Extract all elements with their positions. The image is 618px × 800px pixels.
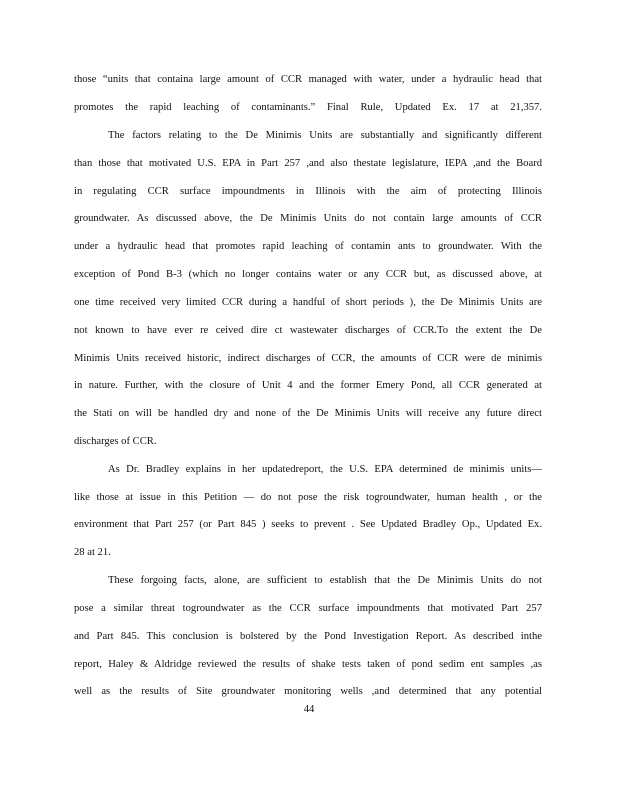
text-line: under a hydraulic head that promotes rapid leaching of contamin ants to groundwater. With the bbox=[74, 241, 542, 252]
text-line: the Stati on will be handled dry and none of the De Minimis Units will receive any future direct bbox=[74, 408, 542, 419]
text-line: Minimis Units received historic, indirect discharges of CCR, the amounts of CCR were de minimis bbox=[74, 353, 542, 364]
text-line: groundwater. As discussed above, the De Minimis Units do not contain large amounts of CCR bbox=[74, 213, 542, 224]
text-line: environment that Part 257 (or Part 845 ) seeks to prevent . See Updated Bradley Op., Updated Ex. bbox=[74, 519, 542, 530]
text-line: These forgoing facts, alone, are sufficient to establish that the De Minimis Units do not bbox=[108, 575, 542, 586]
text-line: report, Haley & Aldridge reviewed the results of shake tests taken of pond sedim ent samples ,as bbox=[74, 659, 542, 670]
text-line: pose a similar threat togroundwater as the CCR surface impoundments that motivated Part 257 bbox=[74, 603, 542, 614]
text-line: in regulating CCR surface impoundments in Illinois with the aim of protecting Illinois bbox=[74, 186, 542, 197]
text-line: one time received very limited CCR during a handful of short periods ), the De Minimis Units are bbox=[74, 297, 542, 308]
page-number: 44 bbox=[303, 704, 315, 715]
text-line: like those at issue in this Petition — do not pose the risk togroundwater, human health , or the bbox=[74, 492, 542, 503]
text-line: 28 at 21. bbox=[74, 547, 111, 558]
text-line: and Part 845. This conclusion is bolstered by the Pond Investigation Report. As described inthe bbox=[74, 631, 542, 642]
text-line: discharges of CCR. bbox=[74, 436, 157, 447]
text-line: those “units that containa large amount of CCR managed with water, under a hydraulic head that bbox=[74, 74, 542, 85]
text-line: The factors relating to the De Minimis Units are substantially and significantly different bbox=[108, 130, 542, 141]
text-line: promotes the rapid leaching of contaminants.” Final Rule, Updated Ex. 17 at 21,357. bbox=[74, 102, 542, 113]
text-line: well as the results of Site groundwater monitoring wells ,and determined that any potential bbox=[74, 686, 542, 697]
text-line: As Dr. Bradley explains in her updatedreport, the U.S. EPA determined de minimis units— bbox=[108, 464, 542, 475]
text-line: exception of Pond B-3 (which no longer contains water or any CCR but, as discussed above, at bbox=[74, 269, 542, 280]
text-line: in nature. Further, with the closure of Unit 4 and the former Emery Pond, all CCR generated at bbox=[74, 380, 542, 391]
text-line: not known to have ever re ceived dire ct wastewater discharges of CCR.To the extent the De bbox=[74, 325, 542, 336]
text-line: than those that motivated U.S. EPA in Part 257 ,and also thestate legislature, IEPA ,and the Board bbox=[74, 158, 542, 169]
